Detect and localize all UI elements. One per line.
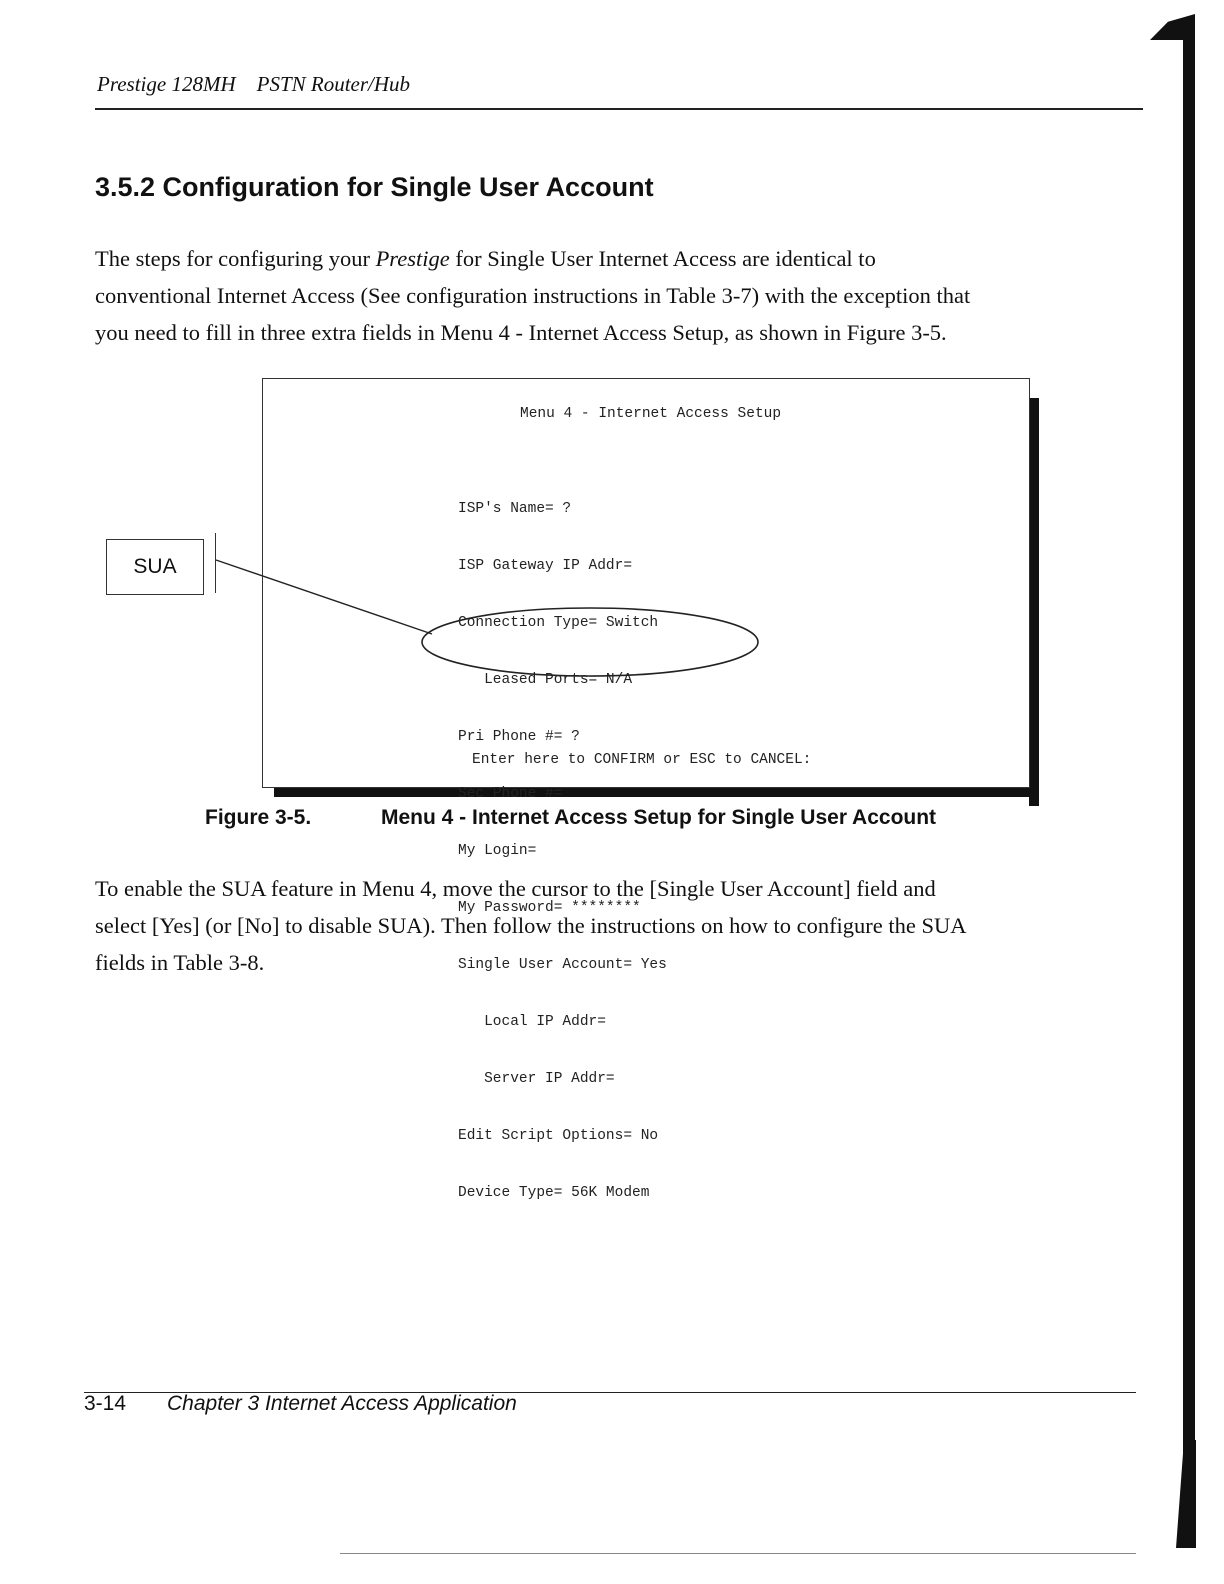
paragraph-sua-line-1: To enable the SUA feature in Menu 4, move the cursor to the [Single User Account] field and — [95, 876, 936, 901]
menu-title: Menu 4 - Internet Access Setup — [520, 406, 782, 422]
paragraph-sua-line-2: select [Yes] (or [No] to disable SUA). Then follow the instructions on how to configure the SUA — [95, 913, 967, 938]
menu-field: ISP's Name= ? — [458, 501, 572, 517]
menu-field: ISP Gateway IP Addr= — [458, 558, 633, 574]
menu-field: Pri Phone #= ? — [458, 729, 580, 745]
paragraph-sua-line-3: fields in Table 3-8. — [95, 950, 265, 975]
figure-number: Figure 3-5. — [205, 806, 312, 829]
figure-caption: Menu 4 - Internet Access Setup for Single User Account — [381, 806, 937, 829]
menu-field: Leased Ports= N/A — [458, 672, 633, 688]
running-head: Prestige 128MH PSTN Router/Hub — [97, 72, 411, 96]
menu-field: Single User Account= Yes — [458, 957, 667, 973]
sua-callout-tick — [215, 533, 216, 593]
menu-field: Sec Phone #= — [458, 786, 563, 802]
menu-field: Device Type= 56K Modem — [458, 1185, 650, 1201]
menu-field: Local IP Addr= — [458, 1014, 606, 1030]
menu-field: My Password= ******** — [458, 900, 641, 916]
sua-highlight-ellipse — [422, 608, 758, 676]
paragraph-sua — [95, 870, 1145, 981]
paragraph-intro-line-2: conventional Internet Access (See configuration instructions in Table 3-7) with the exception that — [95, 283, 971, 308]
menu-footer-prompt: Enter here to CONFIRM or ESC to CANCEL: — [472, 752, 812, 768]
chapter-title: Chapter 3 Internet Access Application — [167, 1392, 517, 1415]
sua-callout-label: SUA — [106, 539, 204, 595]
paragraph-intro-line-1: The steps for configuring your Prestige for Single User Internet Access are identical to — [95, 246, 876, 271]
menu-field: My Login= — [458, 843, 537, 859]
bottom-scan-rule — [340, 1553, 1136, 1554]
section-title: 3.5.2 Configuration for Single User Account — [95, 172, 654, 202]
page-number: 3-14 — [84, 1392, 127, 1415]
paragraph-intro-line-3: you need to fill in three extra fields in Menu 4 - Internet Access Setup, as shown in Figure 3-5. — [95, 320, 947, 345]
callout-leader-line — [216, 560, 432, 634]
menu-field: Server IP Addr= — [458, 1071, 615, 1087]
menu-field: Edit Script Options= No — [458, 1128, 659, 1144]
menu-field: Connection Type= Switch — [458, 615, 659, 631]
